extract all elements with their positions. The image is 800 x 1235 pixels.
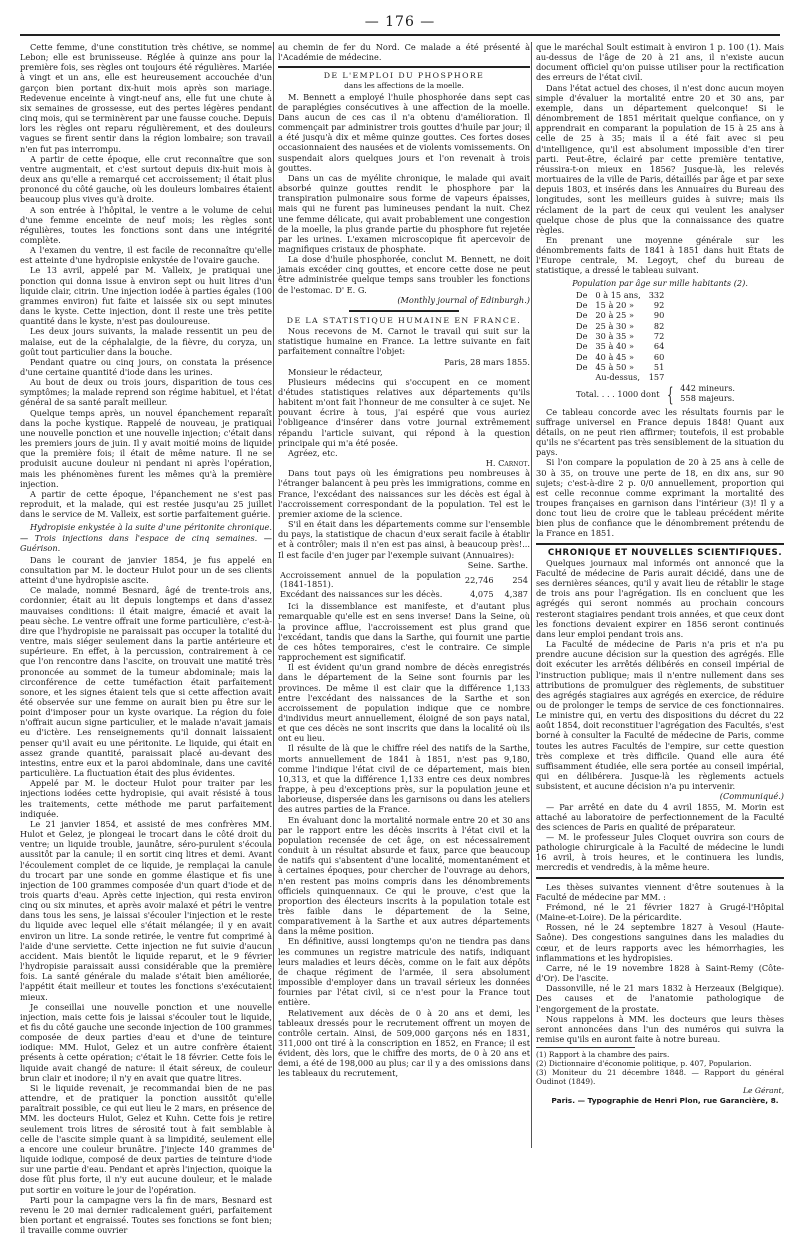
table-cell: Au-dessus,: [595, 372, 640, 383]
table-cell: 0 à 15 ans,: [595, 289, 641, 300]
table-cell: De: [576, 361, 588, 372]
section-separator: [349, 310, 460, 312]
table-cell: 92: [653, 300, 665, 311]
paragraph: S'il en était dans les départements comme sur l'ensemble du pays, la statistique de chacun d'eux serait facile à établir et à contrôler; mais il n'en est pas ainsi, à beaucoup près!... Il est facile d'en juger par l'exemple suivant (Annuaires):: [278, 519, 530, 560]
table-row: [278, 571, 530, 591]
table-row: [572, 352, 668, 362]
paragraph: Il résulte de là que le chiffre réel des natifs de la Sarthe, morts annuellement de 1841 à 1851, n'est pas 9,180, comme l'indique l'état civil de ce département, mais bien 10,313, et que la différence 1,133 entre ces deux nombres frappe, à peu d'exceptions près, sur la population jeune et laborieuse, dispersée dans les garnisons ou dans les ateliers des autres parties de la France.: [278, 743, 530, 815]
paragraph: Quelques journaux mal informés ont annoncé que la Faculté de médecine de Paris aurait décidé, dans une de ses dernières séances, qu'il y avait lieu de rétablir le stage de trois ans pour l'agrégation. Ils en concluent que les agrégés qui seront nommés au prochain concours resteront stagiaires pendant trois années, et que ceux dont les fonctions devaient expirer en 1856 seront continués dans leur emploi pendant trois ans.: [536, 557, 784, 639]
footnote: (3) Moniteur du 21 décembre 1848. — Rapport du général Oudinot (1849).: [536, 1068, 784, 1087]
total-minors: 442 mineurs.: [680, 383, 736, 394]
letter-dateline: Paris, 28 mars 1855.: [444, 356, 530, 367]
table-cell: De: [576, 310, 588, 321]
total-label: Total. . . . 1000 dont: [576, 388, 660, 399]
paragraph: — M. le professeur Jules Cloquet ouvrira son cours de pathologie chirurgicale à la Faculté de médecine le lundi 16 avril, à trois heures, et le continuera les lundis, mercredis et vendredis, à la même heure.: [536, 832, 784, 873]
letter-salutation: Monsieur le rédacteur,: [288, 366, 383, 377]
table-row: [572, 310, 668, 320]
paragraph: Il est évident qu'un grand nombre de décès enregistrés dans le département de la Seine sont fournis par les provinces. De même il est clair que la différence 1,133 entre l'excédant des naissances de la Sarthe et son accroissement de population indique que ce nombre d'individus meurt annuellement, éloigné de son pays natal, et que ces décès ne sont inscrits que dans la localité où ils ont eu lieu.: [278, 662, 530, 744]
paragraph: A partir de cette époque, l'épanchement ne s'est pas reproduit, et la malade, qui est restée jusqu'au 25 juillet dans le service de M. Valleix, est sortie parfaitement guérie.: [20, 488, 272, 520]
paragraph: La Faculté de médecine de Paris n'a pris et n'a pu prendre aucune décision sur la question des agrégés. Elle doit exécuter les arrêtés délibérés en conseil impérial de l'instruction publique; mais il n'entre nullement dans ses attributions de promulguer des règlements, de substituer des agrégés stagiaires aux agrégés en exercice, de réduire ou de prolonger le temps de service de ces fonctionnaires. Le ministre qui, en vertu des dispositions du décret du 22 août 1854, doit reconstituer l'agrégation des Facultés, s'est borné à consulter la Faculté de médecine de Paris, comme toutes les autres Facultés de l'empire, sur cette question très complexe et très difficile. Quand elle aura été suffisamment étudiée, elle sera portée au conseil impérial, qui en délibérera. Jusque-là les règlements actuels subsistent, et aucune décision n'a pu intervenir.: [536, 639, 784, 792]
table-cell: 45 à 50 »: [595, 361, 634, 372]
table-row: [572, 321, 668, 331]
table-cell: [572, 372, 591, 382]
total-majors: 558 majeurs.: [680, 393, 735, 404]
table-cell: De: [576, 341, 588, 352]
paragraph: Je conseillai une nouvelle ponction et une nouvelle injection, mais cette fois je laissai s'écouler tout le liquide, et fis du côté gauche une seconde injection de 100 grammes composée de deux parties d'eau et d'une de teinture iodique: MM. Hulot, Gelez et un autre confrère étaient présents à cette opération; c'était le 18 février. Cette fois le liquide avait changé de nature: il était séreux, de couleur brun clair et inodore; il n'y en avait que quatre litres.: [20, 1001, 272, 1083]
paragraph: Dans un cas de myélite chronique, le malade qui avait absorbé quinze gouttes rendit le phosphore par la transpiration pulmonaire sous forme de vapeurs épaisses, mais qui ne furent pas lumineuses pendant la nuit. Chez une femme délicate, qui avait probablement une congestion de la moelle, la plus grande partie du phosphore fut rejetée par les urines. L'examen microscopique fit apercevoir de magnifiques cristaux de phosphate.: [278, 172, 530, 254]
section-heading-statistique: DE LA STATISTIQUE HUMAINE EN FRANCE.: [286, 315, 522, 325]
paragraph: — Par arrêté en date du 4 avril 1855, M. Morin est attaché au laboratoire de perfectionnement de la Faculté des sciences de Paris en qualité de préparateur.: [536, 801, 784, 832]
population-total: [576, 382, 784, 407]
paragraph: En définitive, aussi longtemps qu'on ne tiendra pas dans les communes un registre matricule des natifs, indiquant leurs maladies et leurs décès, comme on le fait aux dépôts de chaque régiment de l'armée, il sera absolument impossible d'employer dans un travail sérieux les données fournies par l'état civil, si ce n'est pour la France tout entière.: [278, 936, 530, 1008]
footnotes: [536, 1047, 784, 1086]
table-cell: 90: [653, 310, 665, 321]
paragraph: Quelque temps après, un nouvel épanchement reparaît dans la poche kystique. Rappelé de nouveau, je pratiquai une nouvelle ponction et une nouvelle injection; c'était dans les premiers jours de juin. Il y avait moitié moins de liquide que la première fois; il était de même nature. Il ne se produisit aucune douleur ni pendant ni après l'opération, mais les phénomènes furent les mêmes qu'à la première injection.: [20, 407, 272, 489]
table-row: [572, 372, 668, 382]
table-cell: 4,387: [504, 589, 528, 600]
footnote: (2) Dictionnaire d'économie politique, p. 407, Popularion.: [536, 1059, 752, 1069]
column-divider: [273, 42, 274, 1148]
section-subheading: dans les affections de la moelle.: [344, 81, 464, 91]
paragraph: Dans le courant de janvier 1854, je fus appelé en consultation par M. le docteur Hulot pour un de ses clients atteint d'une hydropisie ascite.: [20, 554, 272, 586]
paragraph: au chemin de fer du Nord. Ce malade a été présenté à l'Académie de médecine.: [278, 42, 530, 63]
footnote: (1) Rapport à la chambre des pairs.: [536, 1050, 670, 1060]
table-cell: De: [576, 351, 588, 362]
table-cell: 30 à 35 »: [595, 330, 634, 341]
paragraph: En évaluant donc la mortalité normale entre 20 et 30 ans par le rapport entre les décès inscrits à l'état civil et la population recensée de cet âge, on est nécessairement conduit à un résultat absurde et faux, parce que beaucoup de natifs qui s'absentent d'une localité, momentanément et à certaines époques, pour chercher de l'ouvrage au dehors, n'en restent pas moins compris dans les dénombrements officiels quinquennaux. Ce qui le prouve, c'est que la proportion des électeurs inscrits à la population totale est très faible dans le département de la Seine, comparativement à la Sarthe et aux autres départements dans la même position.: [278, 814, 530, 937]
column-divider: [531, 42, 532, 1148]
paragraph: A son entrée à l'hôpital, le ventre a le volume de celui d'une femme enceinte de neuf mois; les règles sont régulières, toutes les fonctions sont dans une intégrité complète.: [20, 204, 272, 245]
table-cell: Excédant des naissances sur les décès.: [280, 589, 443, 600]
source-citation: (Communiqué.): [719, 791, 784, 802]
table-row: [572, 331, 668, 341]
table-cell: 82: [653, 320, 665, 331]
table-cell: De: [576, 320, 588, 331]
table-header-cell: Sarthe.: [497, 559, 528, 570]
section-separator: [536, 543, 784, 545]
paragraph: Dans l'état actuel des choses, il n'est donc aucun moyen simple d'évaluer la mortalité entre 20 et 30 ans, par exemple, dans un département quelconque! Si le dénombrement de 1851 méritait quelque confiance, on y apprendrait en comparant la population de 15 à 25 ans à celle de 25 à 35; mais il a été fait avec si peu d'intelligence, qu'il est absolument impossible d'en tirer parti. Peut-être, éclairé par cette première tentative, réussira-t-on mieux en 1856? Jusque-là, les relevés mortuaires de la ville de Paris, détaillés par âge et par sexe depuis 1803, et insérés dans les Annuaires du Bureau des longitudes, sont les meilleurs guides à suivre; mais ils réclament de la part de ceux qui veulent les analyser quelque chose de plus que la connaissance des quatre règles.: [536, 82, 784, 235]
table-cell: 25 à 30 »: [595, 320, 634, 331]
paragraph: Parti pour la campagne vers la fin de mars, Besnard est revenu le 20 mai dernier radicalement guéri, parfaitement bien portant et engraissé. Toutes ses fonctions se font bien; il travaille comme ouvrier: [20, 1194, 272, 1235]
paragraph: Ici la dissemblance est manifeste, et d'autant plus remarquable qu'elle est en sens inverse! Dans la Seine, où la province afflue, l'accroissement est plus grand que l'excédant, tandis que dans la Sarthe, qui fournit une partie de ces hôtes temporaires, c'est le contraire. Ce simple rapprochement est significatif.: [278, 601, 530, 663]
paragraph: Si le liquide revenait, je recommandai bien de ne pas attendre, et de pratiquer la ponction aussitôt qu'elle paraîtrait possible, ce qui eut lieu le 2 mars, en présence de MM. les docteurs Hulot, Gelez et Kuhn. Cette fois je retire seulement trois litres de sérosité tout à fait semblable à celle de l'ascite simple quant à sa limpidité, seulement elle a encore une couleur brunâtre. J'injecte 140 grammes de liquide iodique, composé de deux parties de teinture d'iode sur une partie d'eau. Pendant et après l'injection, quoique la dose fût plus forte, il n'y eut aucune douleur, et le malade put sortir en voiture le jour de l'opération.: [20, 1082, 272, 1195]
paragraph: A l'examen du ventre, il est facile de reconnaître qu'elle est atteinte d'une hydropisie enkystée de l'ovaire gauche.: [20, 245, 272, 266]
stats-table: [278, 561, 530, 601]
paragraph: Ce tableau concorde avec les résultats fournis par le suffrage universel en France depuis 1848! Quant aux détails, on ne peut rien affirmer; toutefois, il est probable qu'ils ne s'écartent pas très sensiblement de la situation du pays.: [536, 406, 784, 458]
thesis-entry: Frémond, né le 21 février 1827 à Grugé-l'Hôpital (Maine-et-Loire). De la péricardite.: [536, 901, 784, 923]
paragraph: Au bout de deux ou trois jours, disparition de tous ces symptômes; la malade reprend son régime habituel, et l'état général de sa santé paraît meilleur.: [20, 377, 272, 408]
table-row: [572, 290, 668, 300]
paragraph: Nous rappelons à MM. les docteurs que leurs thèses seront annoncées dans l'un des numéros qui suivra la remise qu'ils en auront faite à notre bureau.: [536, 1013, 784, 1044]
column-left: [20, 42, 272, 1235]
paragraph: Relativement aux décès de 0 à 20 ans et demi, les tableaux dressés pour le recrutement offrent un moyen de contrôle certain. Ainsi, de 509,000 garçons nés en 1831, 311,000 ont tiré à la conscription en 1852, en France; il est évident, dès lors, que le chiffre des morts, de 0 à 20 ans et demi, a été de 198,000 au plus; car il y a des omissions dans les tableaux du recrutement,: [278, 1007, 530, 1079]
table-row: [572, 341, 668, 351]
brace-glyph: {: [666, 382, 674, 407]
paragraph: Dans tout pays où les émigrations peu nombreuses à l'étranger balancent à peu près les immigrations, comme en France, l'excédant des naissances sur les décès est égal à l'accroissement correspondant de la population. Tel est le premier axiome de la science.: [278, 468, 530, 519]
section-heading-phosphore: DE L'EMPLOI DU PHOSPHORE: [323, 71, 485, 81]
page-number: — 176 —: [364, 14, 436, 30]
paragraph: Les deux jours suivants, la malade ressentit un peu de malaise, eut de la céphalalgie, de la fièvre, du coryza, un goût tout particulier dans la bouche.: [20, 326, 272, 357]
printer-imprint: Paris. — Typographie de Henri Plon, rue Garancière, 8.: [551, 1096, 779, 1106]
paragraph: Cette femme, d'une constitution très chétive, se nomme Lebon; elle est brunisseuse. Réglée à quinze ans pour la première fois, ses règles ont toujours été régulières. Mariée à vingt et un ans, elle est heureusement accouchée d'un garçon bien portant dix-huit mois après son mariage. Redevenue enceinte à vingt-neuf ans, elle fut une chute à six semaines de grossesse, eut des pertes légères pendant cinq mois, qui se terminèrent par une fausse couche. Depuis lors les règles ont reparu régulièrement, et des douleurs vagues se firent sentir dans la région lombaire; son travail n'en fut pas interrompu.: [20, 42, 273, 154]
table-cell: 15 à 20 »: [595, 300, 634, 311]
gerant-signature: Le Gérant,: [742, 1086, 784, 1096]
paragraph: Si l'on compare la population de 20 à 25 ans à celle de 30 à 35, on trouve une perte de 18, en dix ans, sur 90 sujets; c'est-à-dire 2 p. 0/0 annuellement, proportion qui est celle reconnue comme exprimant la mortalité des troupes françaises en garnison dans l'intérieur (3)! Il y a donc tout lieu de croire que le tableau précédent mérite bien plus de confiance que le dénombrement prétendu de la France en 1851.: [536, 457, 784, 539]
top-rule: [20, 34, 780, 36]
table-cell: Accroissement annuel de la population (1841-1851).: [280, 569, 461, 590]
table-row: [572, 362, 668, 372]
table-cell: De: [576, 300, 588, 311]
thesis-entry: Carre, né le 19 novembre 1828 à Saint-Remy (Côte-d'Or). De l'ascite.: [536, 962, 784, 984]
footnote-rule: [536, 1047, 635, 1048]
letter-closing: Agréez, etc.: [288, 447, 338, 458]
column-middle: [278, 42, 530, 1079]
case-title: Hydropisie enkystée à la suite d'une péritonite chronique. — Trois injections dans l'espace de cinq semaines. —Guérison.: [20, 522, 272, 553]
population-table-title: Population par âge sur mille habitants (2).: [572, 277, 748, 288]
total-breakdown: [680, 384, 735, 403]
table-cell: 40 à 45 »: [595, 351, 634, 362]
paragraph: que le maréchal Soult estimait à environ 1 p. 100 (1). Mais au-dessus de l'âge de 20 à 21 ans, il n'existe aucun document officiel qu'on puisse utiliser pour la rectification des erreurs de l'état civil.: [536, 42, 784, 83]
column-right: [536, 42, 784, 1106]
paragraph: Pendant quatre ou cinq jours, on constata la présence d'une certaine quantité d'iode dans les urines.: [20, 356, 272, 377]
table-cell: 72: [653, 330, 665, 341]
table-cell: 35 à 40 »: [595, 341, 634, 352]
table-cell: 22,746: [464, 574, 494, 585]
letter-signature: H. Carnot.: [485, 458, 530, 469]
section-heading-chronique: CHRONIQUE ET NOUVELLES SCIENTIFIQUES.: [547, 547, 783, 558]
section-separator: [278, 66, 530, 68]
table-cell: 64: [653, 341, 665, 352]
table-row: [572, 300, 668, 310]
population-table: [572, 290, 668, 383]
table-cell: De: [576, 289, 588, 300]
table-cell: De: [576, 330, 588, 341]
table-row: [278, 590, 530, 600]
table-cell: 4,075: [470, 589, 494, 600]
paragraph: Le 21 janvier 1854, et assisté de mes confrères MM. Hulot et Gelez, je plongeai le trocart dans le côté droit du ventre; un liquide trouble, jaunâtre, séro-purulent s'écoula aussitôt par la canule; il en sortit cinq litres et demi. Avant l'écoulement complet de ce liquide, je remplaçai la canule du trocart par une sonde en gomme élastique et fis une injection de 100 grammes composée d'un quart d'iode et de trois quarts d'eau. Après cette injection, qui resta environ cinq ou six minutes, et après avoir malaxé et pétri le ventre dans tous les sens, je laissai s'écouler l'injection et le reste du liquide avec lequel elle s'était mélangée; il y en avait environ un litre. La sonde retirée, le ventre fut comprimé à l'aide d'une serviette. Cette injection ne fut suivie d'aucun accident. Mais bientôt le liquide reparut, et le 9 février l'hydropisie paraissait aussi considérable que la première fois. La santé générale du malade s'était bien améliorée, l'appétit était meilleur et toutes les fonctions s'exécutaient mieux.: [20, 818, 272, 1002]
paragraph: La dose d'huile phosphorée, conclut M. Bennett, ne doit jamais excéder cinq gouttes, et encore cette dose ne peut être administrée quelque temps sans troubler les fonctions de l'estomac. D' E. G.: [278, 254, 530, 295]
section-separator: [536, 877, 784, 879]
thesis-entry: Dassonville, né le 21 mars 1832 à Herzeaux (Belgique). Des causes et de l'anatomie pathologique de l'engorgement de la prostate.: [536, 983, 784, 1014]
paragraph: M. Bennett a employé l'huile phosphorée dans sept cas de paraplégies consécutives à une affection de la moelle. Dans aucun de ces cas il n'a obtenu d'amélioration. Il commençait par administrer trois gouttes d'huile par jour; il a été jusqu'à dix et même quinze gouttes. Ces fortes doses occasionnaient des nausées et de violents vomissements. On suspendait alors quelques jours et l'on revenait à trois gouttes.: [278, 91, 530, 173]
table-cell: 60: [653, 351, 665, 362]
paragraph: A partir de cette époque, elle crut reconnaître que son ventre augmentait, et c'est surtout depuis dix-huit mois à deux ans qu'elle a remarqué cet accroissement; il était plus prononcé du côté gauche, où les douleurs lombaires étaient beaucoup plus vives qu'à droite.: [20, 153, 272, 205]
source-citation: (Monthly journal of Edinburgh.): [397, 294, 530, 305]
paragraph: Plusieurs médecins qui s'occupent en ce moment d'études statistiques relatives aux départements qu'ils habitent m'ont fait l'honneur de me consulter à ce sujet. Ne pouvant écrire à tous, j'ai espéré que vous auriez l'obligeance d'insérer dans votre journal extrêmement répandu l'article suivant, qui répond à la question principale qui m'a été posée.: [278, 376, 530, 448]
table-cell: 254: [512, 574, 528, 585]
paragraph: En prenant une moyenne générale sur les dénombrements faits de 1841 à 1851 dans huit États de l'Europe centrale, M. Legoyt, chef du bureau de statistique, a dressé le tableau suivant.: [536, 234, 784, 276]
table-cell: 51: [653, 361, 665, 372]
paragraph: Ce malade, nommé Besnard, âgé de trente-trois ans, cordonnier, était au lit depuis longtemps et dans d'assez mauvaises conditions: il était maigre, émacié et avait la peau sèche. Le ventre offrait une forme particulière, c'est-à-dire que l'hydropisie ne paraissait pas occuper la totalité du ventre, mais siéger seulement dans la partie antérieure et supérieure. En effet, à la percussion, contrairement à ce que l'on rencontre dans l'ascite, on trouvait une matité très prononcée au sommet de la tumeur abdominale; mais la circonférence de cette tuméfaction était parfaitement sonore, et les signes étaient tels que si cette affection avait été observée sur une femme on aurait bien pu être sur le point d'imposer pour un kyste ovarique. La région du foie n'offrait aucun signe particulier, et le malade n'avait jamais eu d'ictère. Les renseignements qu'il donnait laissaient penser qu'il avait eu une péritonite. Le liquide, qui était en assez grande quantité, paraissait placé au-devant des intestins, entre eux et la paroi abdominale, dans une cavité particulière. La fluctuation était des plus évidentes.: [20, 585, 272, 779]
paragraph: Nous recevons de M. Carnot le travail qui suit sur la statistique humaine en France. La lettre suivante en fait parfaitement connaître l'objet:: [278, 326, 530, 357]
thesis-entry: Rossen, né le 24 septembre 1827 à Vesoul (Haute-Saône). Des congestions sanguines dans les maladies du cœur, et de leurs rapports avec les hémorrhagies, les inflammations et les hydropisies.: [536, 922, 784, 963]
table-cell: 20 à 25 »: [595, 310, 634, 321]
paragraph: Les thèses suivantes viennent d'être soutenues à la Faculté de médecine par MM. :: [536, 881, 784, 902]
table-cell: 157: [648, 372, 665, 383]
table-header-cell: Seine.: [467, 559, 494, 570]
paragraph: Appelé par M. le docteur Hulot pour traiter par les injections iodées cette hydropisie, qui avait résisté à tous les traitements, cette méthode me parut parfaitement indiquée.: [20, 778, 272, 819]
table-cell: 332: [648, 289, 665, 300]
paragraph: Le 13 avril, appelé par M. Valleix, je pratiquai une ponction qui donna issue à environ sept ou huit litres d'un liquide clair, citrin. Une injection iodée à parties égales (100 grammes environ) fut faite et laissée six ou sept minutes dans le kyste. Cette injection, dont il reste une très petite quantité dans le kyste, n'est pas douloureuse.: [20, 265, 272, 327]
